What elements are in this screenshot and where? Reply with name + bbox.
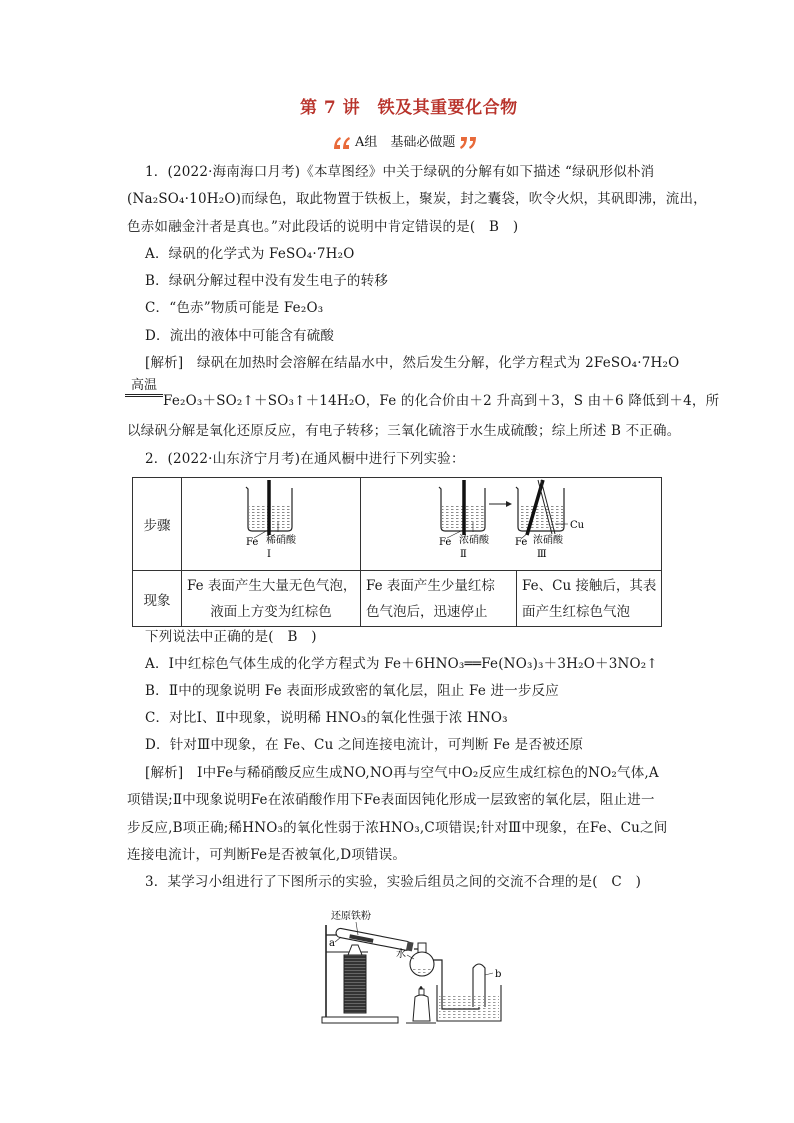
phenomenon-cell-2	[361, 571, 517, 627]
figure-1-acid-label: 稀硝酸	[266, 535, 296, 546]
figure-2-acid-label: 浓硝酸	[459, 535, 489, 546]
right-quote-icon	[458, 135, 478, 151]
phenomenon-line: Fe 表面产生大量无色气泡，	[187, 577, 357, 594]
page-title: 第 7 讲 铁及其重要化合物	[300, 98, 518, 118]
alcohol-lamp-icon	[344, 945, 366, 1013]
left-quote-icon	[332, 135, 352, 151]
q2-analysis-line: [解析] Ⅰ中Fe与稀硝酸反应生成NO,NO再与空气中O₂反应生成红棕色的NO₂气体,A	[145, 765, 659, 781]
q1-option-d: D．流出的液体中可能含有硫酸	[145, 328, 335, 344]
acid-liquid	[519, 504, 563, 530]
q2-stem: 2．(2022·山东济宁月考)在通风橱中进行下列实验：	[145, 451, 465, 467]
row-label-phenomena: 现象	[133, 571, 182, 627]
figure-1-metal-label: Fe	[246, 537, 259, 548]
test-tube-icon	[335, 928, 413, 952]
q1-option-b: B．绿矾分解过程中没有发生电子的转移	[145, 273, 389, 289]
q1-stem-line: (Na₂SO₄·10H₂O)而绿色，取此物置于铁板上，聚炭，封之囊袋，吹令火炽，其矾即沸，流出，	[127, 191, 707, 207]
figure-cell-1	[182, 478, 361, 571]
q1-analysis-line: 以绿矾分解是氧化还原反应，有电子转移；三氧化硫溶于水生成硫酸；综上所述 B 不正确。	[127, 423, 681, 439]
phenomenon-line: 面产生红棕色气泡	[522, 603, 630, 620]
q1-analysis-line: Fe₂O₃＋SO₂↑＋SO₃↑＋14H₂O，Fe 的化合价由＋2 升高到＋3，S 由＋6 降低到＋4，所	[163, 393, 720, 409]
q2-prompt: 下列说法中正确的是( B )	[145, 629, 317, 645]
q2-analysis-line: 步反应,B项正确;稀HNO₃的氧化性弱于浓HNO₃,C项错误;针对Ⅲ中现象，在Fe、Cu之间	[127, 820, 668, 836]
q2-option-b: B．Ⅱ中的现象说明 Fe 表面形成致密的氧化层，阻止 Fe 进一步反应	[145, 683, 559, 699]
phenomenon-line: Fe 表面产生少量红棕	[366, 577, 495, 594]
flask-icon	[410, 943, 434, 976]
q1-stem-line: 色赤如融金汁者是真也。”对此段话的说明中肯定错误的是( B )	[127, 219, 519, 235]
label-a: a	[329, 938, 335, 949]
q1-stem-line: 1．(2022·海南海口月考)《本草图经》中关于绿矾的分解有如下描述 “绿矾形似朴消	[145, 164, 655, 180]
label-b: b	[495, 969, 502, 980]
q2-option-a: A．Ⅰ中红棕色气体生成的化学方程式为 Fe＋6HNO₃══Fe(NO₃)₃＋3H₂O＋3NO₂↑	[145, 656, 658, 672]
phenomenon-line: 色气泡后，迅速停止	[366, 603, 488, 620]
q1-option-a: A．绿矾的化学式为 FeSO₄·7H₂O	[145, 246, 355, 262]
experiment-table	[132, 477, 662, 627]
q1-reaction-condition: 高温	[125, 378, 163, 397]
q2-option-c: C．对比Ⅰ、Ⅱ中现象，说明稀 HNO₃的氧化性强于浓 HNO₃	[145, 710, 508, 726]
apparatus-diagram	[318, 905, 518, 1030]
alcohol-lamp-icon	[406, 986, 436, 1023]
figure-2-numeral: Ⅱ	[460, 549, 467, 560]
phenomenon-cell-1	[182, 571, 361, 627]
figure-3-numeral: Ⅲ	[537, 549, 547, 560]
section-header	[332, 133, 478, 153]
beaker-figure-2-3	[361, 478, 662, 570]
figure-2-metal-label: Fe	[439, 537, 452, 548]
q1-option-c: C．“色赤”物质可能是 Fe₂O₃	[145, 300, 324, 316]
q1-analysis-line: [解析] 绿矾在加热时会溶解在结晶水中，然后发生分解，化学方程式为 2FeSO₄·7H₂O	[145, 355, 680, 371]
reagent-label: 还原铁粉	[331, 911, 371, 922]
figure-1-numeral: Ⅰ	[267, 549, 271, 560]
q3-stem: 3．某学习小组进行了下图所示的实验，实验后组员之间的交流不合理的是( C )	[145, 874, 642, 890]
q2-option-d: D．针对Ⅲ中现象，在 Fe、Cu 之间连接电流计，可判断 Fe 是否被还原	[145, 737, 584, 753]
figure-cell-2-3	[361, 478, 662, 571]
figure-3-metal-label: Fe	[515, 537, 528, 548]
q2-analysis-line: 连接电流计，可判断Fe是否被氧化,D项错误。	[127, 847, 407, 863]
water-label: 水	[396, 949, 406, 960]
water-trough-icon	[437, 985, 501, 1021]
stand-base-icon	[322, 1017, 398, 1023]
section-label: A组 基础必做题	[355, 135, 456, 150]
phenomenon-line: 液面上方变为红棕色	[210, 603, 332, 620]
phenomenon-line: Fe、Cu 接触后，其表	[522, 577, 657, 594]
figure-3-copper-label: Cu	[570, 520, 585, 531]
beaker-figure-1	[182, 478, 361, 570]
figure-3-acid-label: 浓硝酸	[533, 535, 563, 546]
phenomenon-cell-3	[517, 571, 662, 627]
row-label-steps: 步骤	[133, 478, 182, 571]
q2-analysis-line: 项错误;Ⅱ中现象说明Fe在浓硝酸作用下Fe表面因钝化形成一层致密的氧化层，阻止进一	[127, 792, 655, 808]
